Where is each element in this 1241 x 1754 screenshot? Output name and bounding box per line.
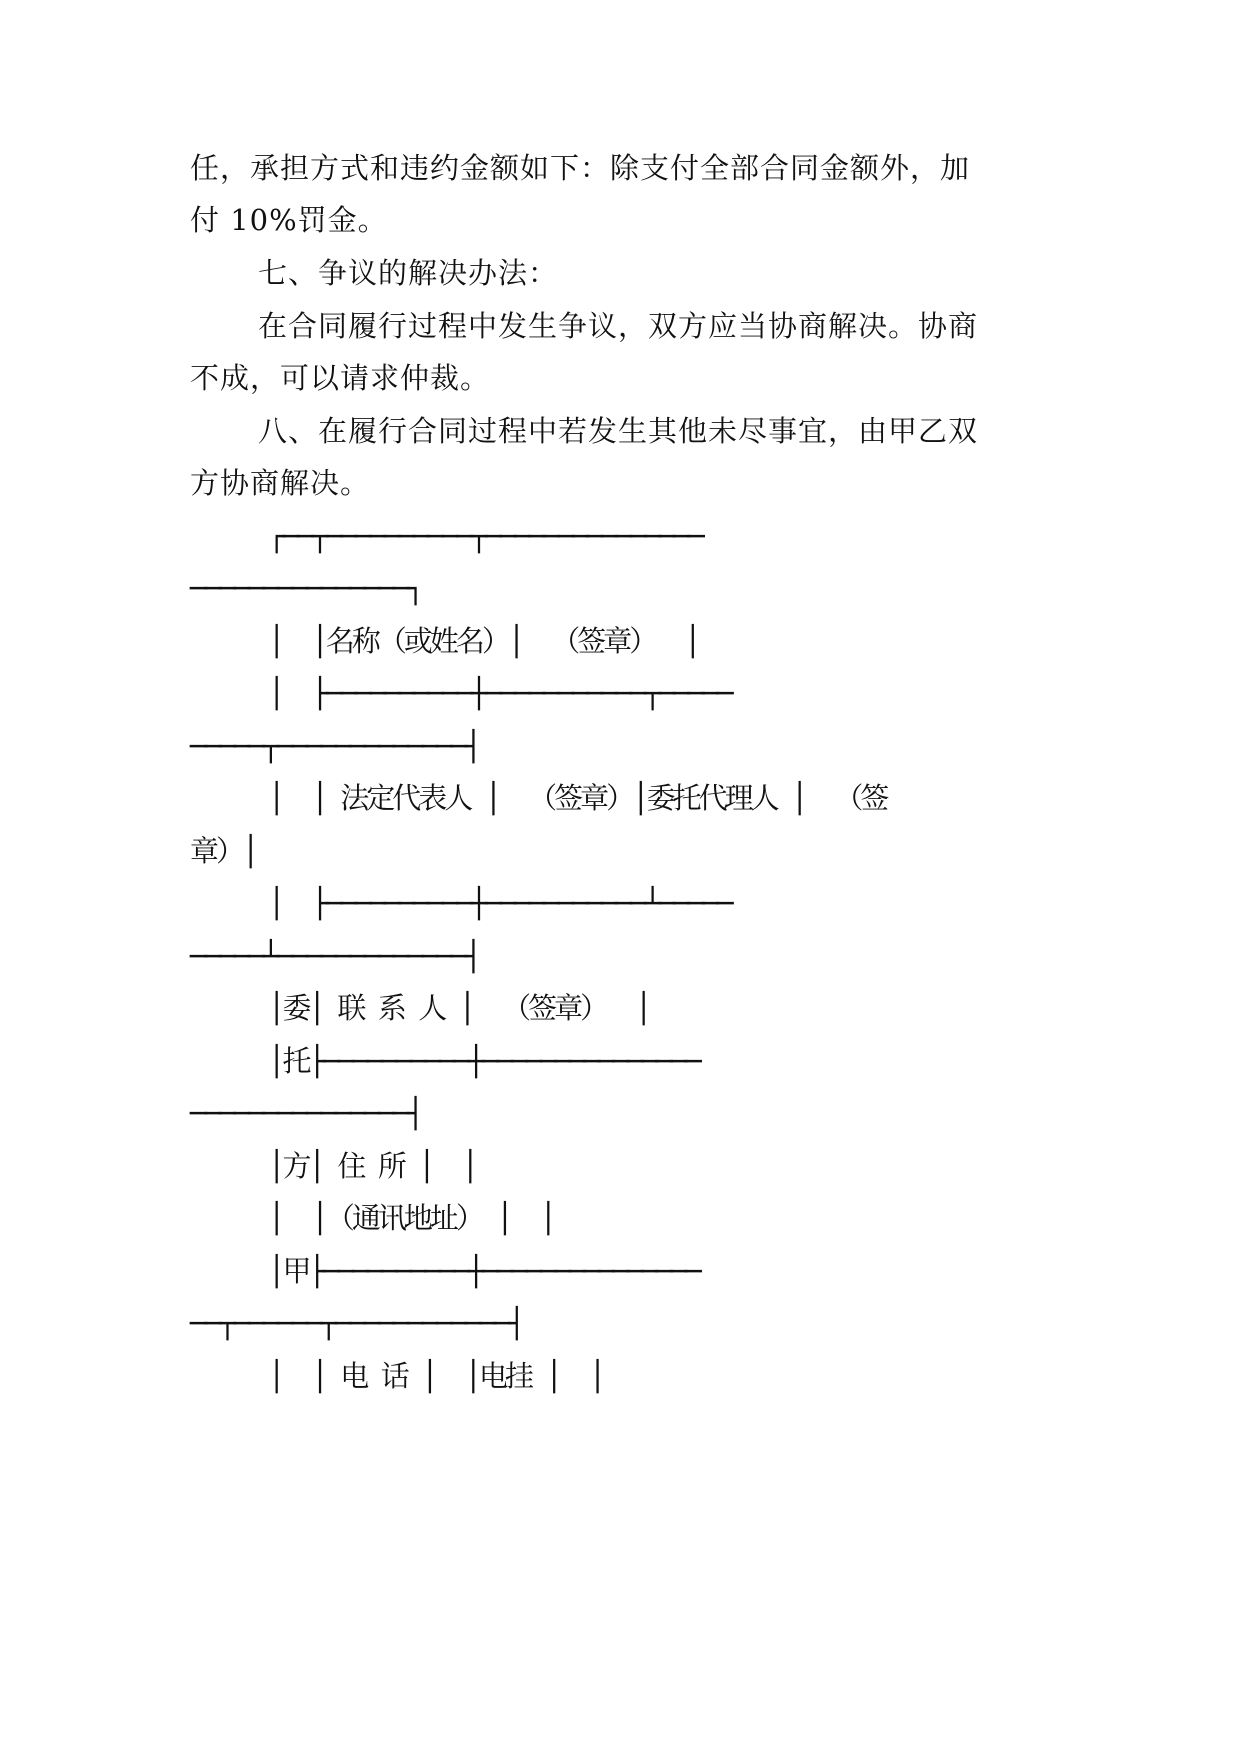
paragraph-line: 在合同履行过程中发生争议，双方应当协商解决。协商	[258, 309, 979, 343]
section-heading: 七、争议的解决办法：	[258, 256, 559, 290]
table-row: │ │ 法定代表人 │ （签章）│委托代理人 │ （签	[268, 781, 887, 815]
paragraph-line: 方协商解决。	[190, 466, 371, 500]
paragraph-line: 任，承担方式和违约金额如下：除支付全部合同金额外，加	[190, 151, 971, 185]
table-border-line: │ ├──────────┼───────────┴─────	[268, 886, 731, 920]
table-row: 章）│	[190, 834, 257, 868]
paragraph-line: 八、在履行合同过程中若发生其他未尽事宜，由甲乙双	[258, 414, 979, 448]
table-border-line: ───────────────┤	[190, 1096, 422, 1130]
table-border-line: ───────────────┐	[190, 571, 422, 605]
table-row: │方│ 住 所 │ │	[268, 1149, 477, 1183]
table-row: │ │名称（或姓名）│ （签章） │	[268, 624, 699, 658]
table-row: │ │（通讯地址） │ │	[268, 1201, 555, 1235]
table-border-line: │ ├──────────┼───────────┬─────	[268, 676, 731, 710]
table-border-line: ─────┴─────────────┤	[190, 939, 480, 973]
table-border-line: ┌──┬──────────┬───────────────	[268, 519, 702, 553]
paragraph-line: 付 10%罚金。	[190, 203, 388, 237]
table-border-line: ──┬──────┬────────────┤	[190, 1306, 523, 1340]
table-border-line: │托├──────────┼───────────────	[268, 1044, 699, 1078]
table-row: │ │ 电 话 │ │电挂 │ │	[268, 1359, 604, 1393]
table-border-line: │甲├──────────┼───────────────	[268, 1254, 699, 1288]
table-border-line: ─────┬─────────────┤	[190, 729, 480, 763]
table-row: │委│ 联 系 人 │ （签章） │	[268, 991, 650, 1025]
paragraph-line: 不成，可以请求仲裁。	[190, 361, 491, 395]
